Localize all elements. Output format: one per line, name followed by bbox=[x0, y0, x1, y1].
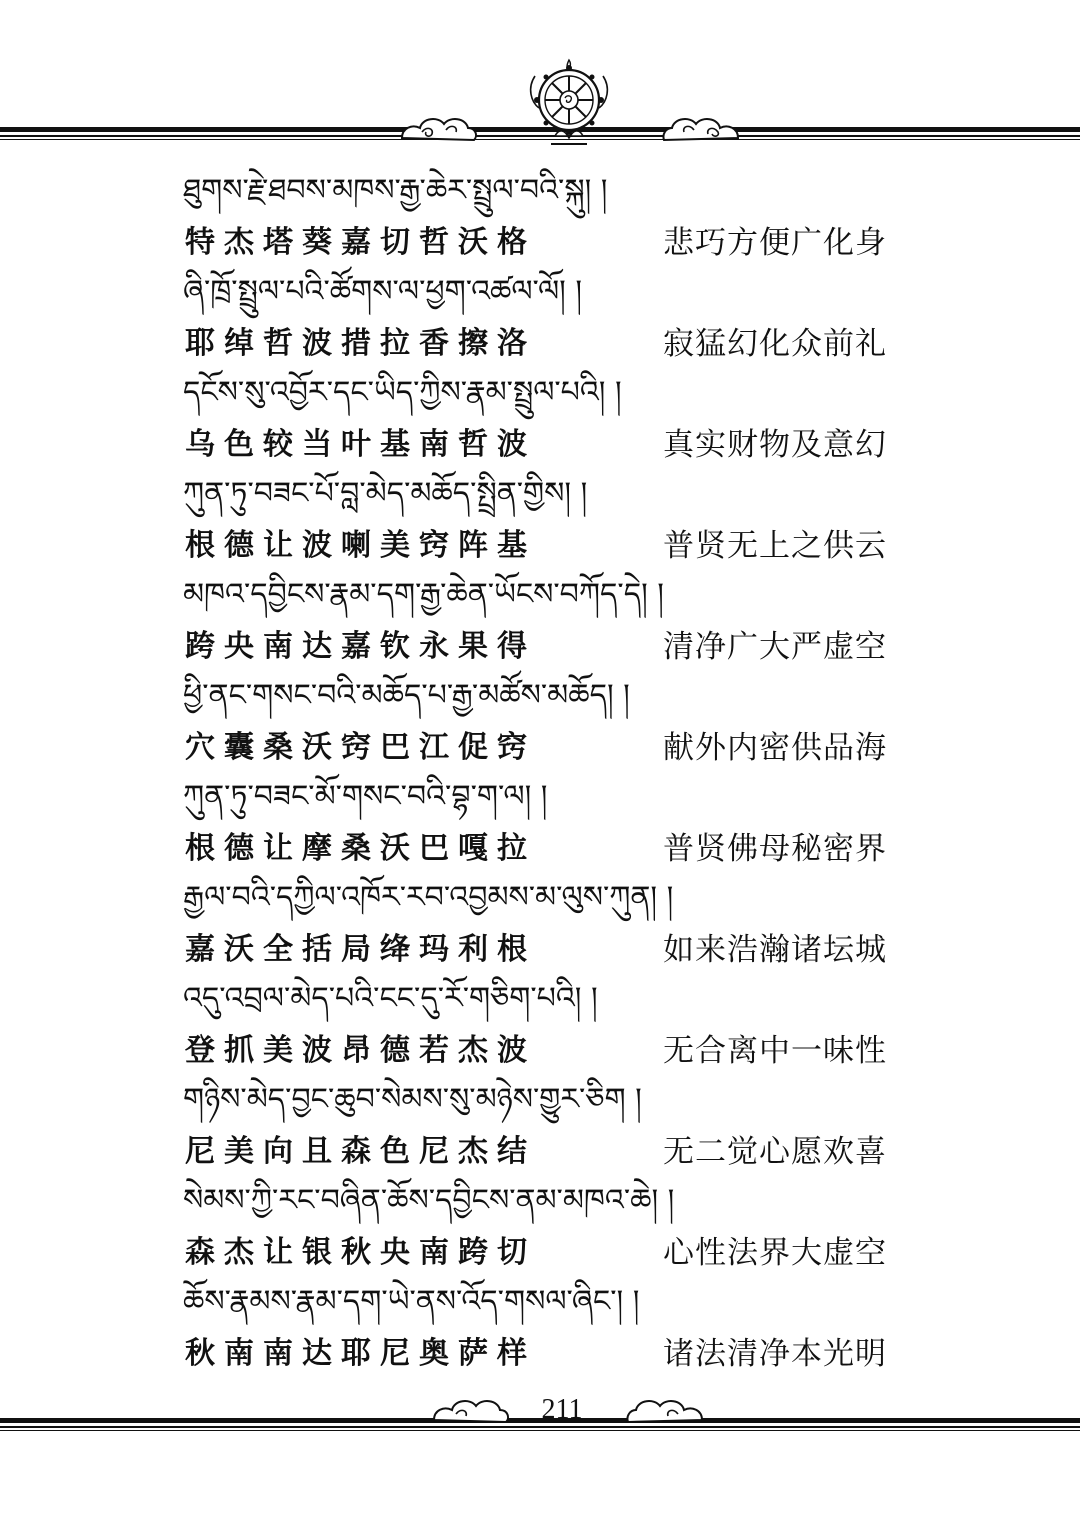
tibetan-line: མཁའ་དབྱིངས་རྣམ་དག་རྒྱ་ཆེན་ཡོངས་བཀོད་དེ། ། bbox=[183, 577, 664, 612]
verse-2 bbox=[0, 268, 1080, 370]
tibetan-line: སེམས་ཀྱི་རང་བཞིན་ཆོས་དབྱིངས་ནམ་མཁའ་ཆེ། ། bbox=[183, 1183, 675, 1218]
phonetic-line: 耶绰哲波措拉香擦洛 bbox=[185, 326, 536, 361]
translation-line: 献外内密供品海 bbox=[663, 730, 887, 766]
verse-6 bbox=[0, 672, 1080, 774]
translation-line: 无二觉心愿欢喜 bbox=[663, 1134, 887, 1170]
tibetan-line: ཞི་ཁྲོ་སྤྲུལ་པའི་ཚོགས་ལ་ཕྱག་འཚལ་ལོ། ། bbox=[183, 274, 582, 309]
left-cloud-icon bbox=[398, 112, 480, 144]
verse-11 bbox=[0, 1177, 1080, 1279]
verse-7 bbox=[0, 773, 1080, 875]
tibetan-line: ཆོས་རྣམས་རྣམ་དག་ཡེ་ནས་འོད་གསལ་ཞིང་། ། bbox=[183, 1284, 640, 1319]
right-cloud-icon bbox=[660, 112, 742, 144]
footer-left-cloud-icon bbox=[430, 1396, 510, 1424]
translation-line: 真实财物及意幻 bbox=[663, 427, 887, 463]
phonetic-line: 嘉沃全括局绛玛利根 bbox=[185, 932, 536, 967]
translation-line: 普贤佛母秘密界 bbox=[663, 831, 887, 867]
verse-3 bbox=[0, 369, 1080, 471]
verse-1 bbox=[0, 167, 1080, 269]
tibetan-line: ཀུན་ཏུ་བཟང་མོ་གསང་བའི་བྷ་ག་ལ། ། bbox=[183, 779, 548, 814]
tibetan-line: དངོས་སུ་འབྱོར་དང་ཡིད་ཀྱིས་རྣམ་སྤྲུལ་པའི། ། bbox=[183, 375, 622, 410]
dharma-wheel-icon bbox=[527, 58, 611, 150]
phonetic-line: 特杰塔葵嘉切哲沃格 bbox=[185, 225, 536, 260]
phonetic-line: 秋南南达耶尼奥萨样 bbox=[185, 1336, 536, 1371]
page-number: 211 bbox=[541, 1394, 583, 1425]
phonetic-line: 跨央南达嘉钦永果得 bbox=[185, 629, 536, 664]
footer-right-cloud-icon bbox=[624, 1396, 704, 1424]
verse-10 bbox=[0, 1076, 1080, 1178]
tibetan-line: འདུ་འབྲལ་མེད་པའི་ངང་དུ་རོ་གཅིག་པའི། ། bbox=[183, 981, 598, 1016]
tibetan-line: ཐུགས་རྗེ་ཐབས་མཁས་རྒྱ་ཆེར་སྤྲུལ་བའི་སྐུ། ། bbox=[183, 173, 608, 208]
translation-line: 如来浩瀚诸坛城 bbox=[663, 932, 887, 968]
phonetic-line: 尼美向且森色尼杰结 bbox=[185, 1134, 536, 1169]
verse-8 bbox=[0, 874, 1080, 976]
translation-line: 悲巧方便广化身 bbox=[663, 225, 887, 261]
tibetan-line: རྒྱལ་བའི་དཀྱིལ་འཁོར་རབ་འབྱམས་མ་ལུས་ཀུན། ། bbox=[183, 880, 674, 915]
phonetic-line: 穴囊桑沃窍巴江促窍 bbox=[185, 730, 536, 765]
verse-5 bbox=[0, 571, 1080, 673]
tibetan-line: གཉིས་མེད་བྱང་ཆུབ་སེམས་སུ་མཉེས་གྱུར་ཅིག ། bbox=[183, 1082, 642, 1117]
verse-4 bbox=[0, 470, 1080, 572]
translation-line: 心性法界大虚空 bbox=[663, 1235, 887, 1271]
verse-9 bbox=[0, 975, 1080, 1077]
verse-12 bbox=[0, 1278, 1080, 1380]
translation-line: 无合离中一味性 bbox=[663, 1033, 887, 1069]
phonetic-line: 登抓美波昂德若杰波 bbox=[185, 1033, 536, 1068]
phonetic-line: 森杰让银秋央南跨切 bbox=[185, 1235, 536, 1270]
tibetan-line: ཀུན་ཏུ་བཟང་པོ་བླ་མེད་མཆོད་སྤྲིན་གྱིས། ། bbox=[183, 476, 588, 511]
tibetan-line: ཕྱི་ནང་གསང་བའི་མཆོད་པ་རྒྱ་མཚོས་མཆོད། ། bbox=[183, 678, 630, 713]
phonetic-line: 根德让波喇美窍阵基 bbox=[185, 528, 536, 563]
translation-line: 清净广大严虚空 bbox=[663, 629, 887, 665]
translation-line: 普贤无上之供云 bbox=[663, 528, 887, 564]
phonetic-line: 乌色较当叶基南哲波 bbox=[185, 427, 536, 462]
phonetic-line: 根德让摩桑沃巴嘎拉 bbox=[185, 831, 536, 866]
translation-line: 诸法清净本光明 bbox=[663, 1336, 887, 1372]
translation-line: 寂猛幻化众前礼 bbox=[663, 326, 887, 362]
